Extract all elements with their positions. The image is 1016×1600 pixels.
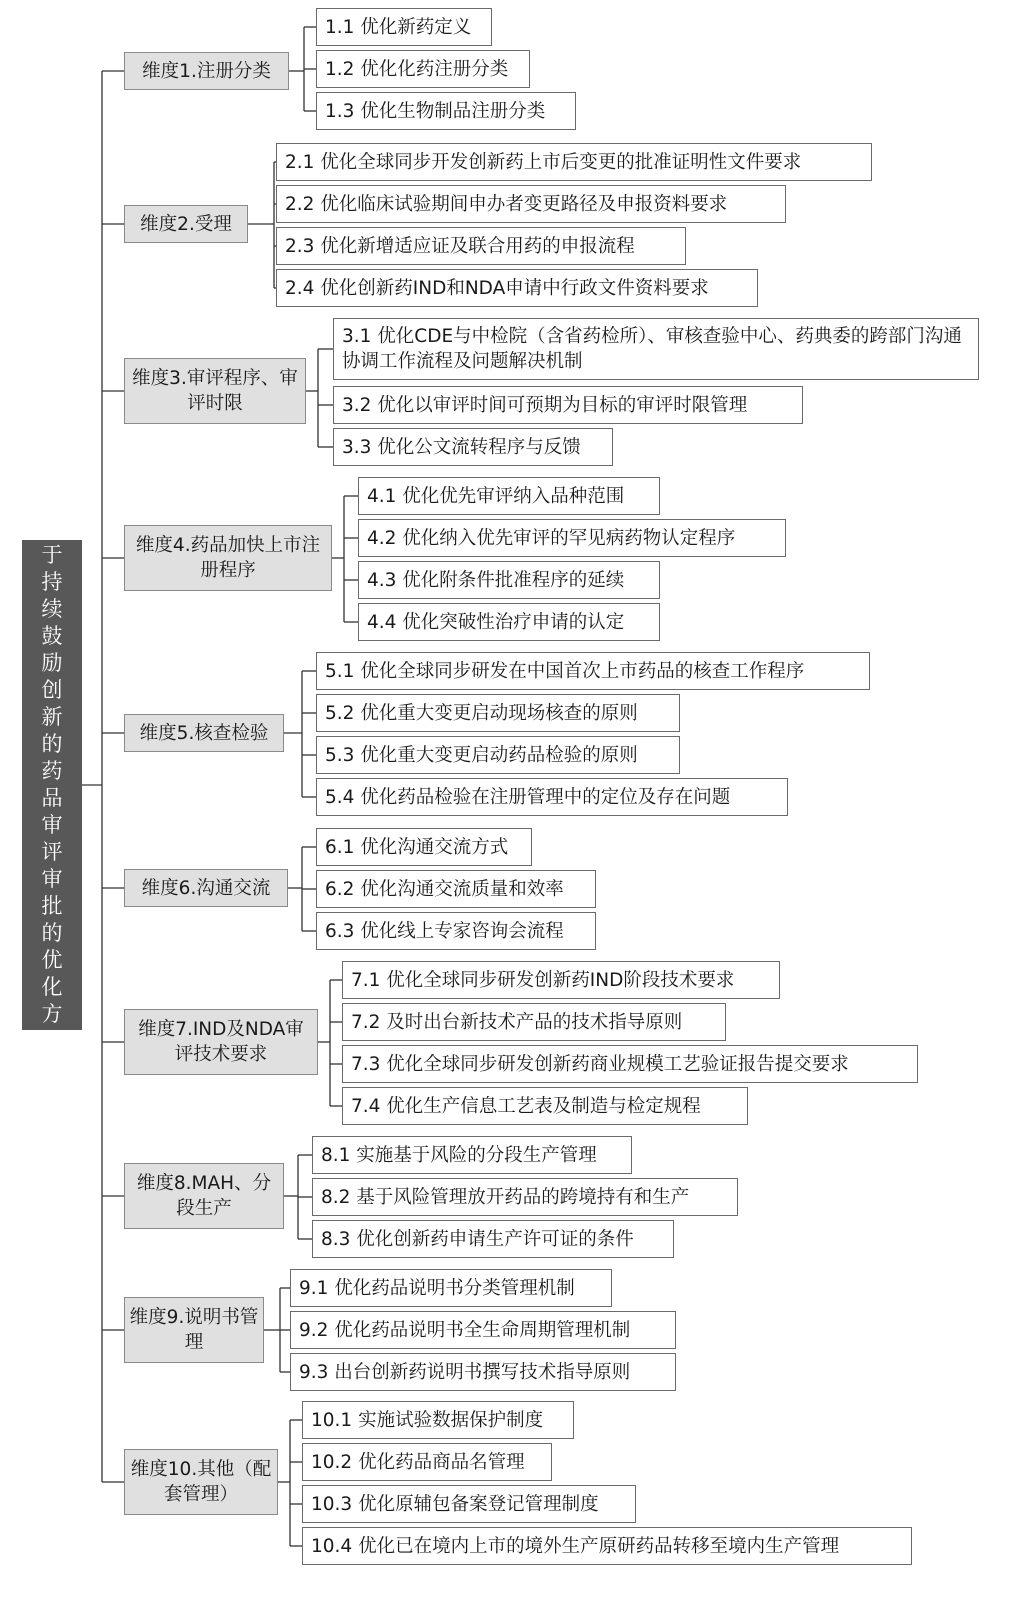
dimension-node-6 xyxy=(124,869,288,907)
leaf-item xyxy=(316,652,870,690)
leaf-item xyxy=(302,1527,912,1565)
root-label: 基于持续鼓励创新的药品审评审批的优化方向 xyxy=(41,516,63,1053)
dimension-node-3 xyxy=(124,358,306,424)
leaf-item xyxy=(302,1443,552,1481)
leaf-label: 5.4 优化药品检验在注册管理中的定位及存在问题 xyxy=(325,786,731,808)
dimension-node-5 xyxy=(124,714,284,752)
dimension-node-2 xyxy=(124,205,248,243)
leaf-label: 2.3 优化新增适应证及联合用药的申报流程 xyxy=(285,235,635,257)
leaf-label: 4.4 优化突破性治疗申请的认定 xyxy=(367,611,625,633)
dimension-node-9 xyxy=(124,1297,264,1363)
leaf-label: 3.3 优化公文流转程序与反馈 xyxy=(342,436,581,458)
dimension-label: 维度10.其他（配套管理） xyxy=(130,1459,272,1505)
leaf-label: 10.3 优化原辅包备案登记管理制度 xyxy=(311,1493,599,1515)
dimension-node-4 xyxy=(124,525,332,591)
leaf-label: 7.3 优化全球同步研发创新药商业规模工艺验证报告提交要求 xyxy=(351,1053,849,1075)
leaf-label: 6.1 优化沟通交流方式 xyxy=(325,836,509,858)
leaf-label: 9.1 优化药品说明书分类管理机制 xyxy=(299,1277,575,1299)
dimension-label: 维度6.沟通交流 xyxy=(141,877,271,899)
leaf-label: 10.1 实施试验数据保护制度 xyxy=(311,1409,544,1431)
leaf-label: 9.3 出台创新药说明书撰写技术指导原则 xyxy=(299,1361,631,1383)
leaf-label: 6.2 优化沟通交流质量和效率 xyxy=(325,878,564,900)
leaf-item xyxy=(290,1269,612,1307)
leaf-item xyxy=(358,603,660,641)
leaf-label: 5.3 优化重大变更启动药品检验的原则 xyxy=(325,744,638,766)
dimension-label: 维度2.受理 xyxy=(140,213,232,235)
leaf-label: 2.2 优化临床试验期间申办者变更路径及申报资料要求 xyxy=(285,193,728,215)
leaf-label: 8.3 优化创新药申请生产许可证的条件 xyxy=(321,1228,634,1250)
leaf-item xyxy=(342,1045,918,1083)
root-node xyxy=(22,516,82,1053)
leaf-item xyxy=(312,1220,674,1258)
leaf-label: 5.2 优化重大变更启动现场核查的原则 xyxy=(325,702,638,724)
dimension-label: 维度3.审评程序、审评时限 xyxy=(132,368,298,414)
leaf-label: 10.4 优化已在境内上市的境外生产原研药品转移至境内生产管理 xyxy=(311,1535,840,1557)
leaf-item xyxy=(276,143,872,181)
leaf-item xyxy=(316,92,576,130)
leaf-item xyxy=(358,519,786,557)
leaf-item xyxy=(342,1003,726,1041)
dimension-node-10 xyxy=(124,1449,278,1515)
dimension-node-1 xyxy=(124,52,289,90)
dimension-label: 维度7.IND及NDA审评技术要求 xyxy=(138,1019,304,1065)
dimension-label: 维度9.说明书管理 xyxy=(129,1307,259,1353)
leaf-item xyxy=(316,8,492,46)
dimension-label: 维度1.注册分类 xyxy=(142,60,271,82)
leaf-label: 4.2 优化纳入优先审评的罕见病药物认定程序 xyxy=(367,527,736,549)
leaf-item xyxy=(358,561,660,599)
dimension-node-8 xyxy=(124,1163,284,1229)
leaf-label: 6.3 优化线上专家咨询会流程 xyxy=(325,920,564,942)
leaf-item xyxy=(290,1311,676,1349)
leaf-label: 7.4 优化生产信息工艺表及制造与检定规程 xyxy=(351,1095,701,1117)
leaf-item xyxy=(333,428,613,466)
leaf-label: 8.2 基于风险管理放开药品的跨境持有和生产 xyxy=(321,1186,690,1208)
leaf-item xyxy=(276,227,686,265)
leaf-label: 1.3 优化生物制品注册分类 xyxy=(325,100,546,122)
leaf-label: 8.1 实施基于风险的分段生产管理 xyxy=(321,1144,597,1166)
leaf-label: 3.2 优化以审评时间可预期为目标的审评时限管理 xyxy=(342,394,748,416)
leaf-label: 9.2 优化药品说明书全生命周期管理机制 xyxy=(299,1319,631,1341)
dimension-node-7 xyxy=(124,1009,318,1075)
leaf-item xyxy=(290,1353,676,1391)
leaf-item xyxy=(316,912,596,950)
leaf-item xyxy=(316,694,680,732)
leaf-label: 7.1 优化全球同步研发创新药IND阶段技术要求 xyxy=(351,969,735,991)
leaf-item xyxy=(312,1178,738,1216)
leaf-item xyxy=(276,269,758,307)
leaf-item xyxy=(342,1087,748,1125)
leaf-label: 2.1 优化全球同步开发创新药上市后变更的批准证明性文件要求 xyxy=(285,151,802,173)
dimension-label: 维度5.核查检验 xyxy=(139,722,269,744)
leaf-label: 4.3 优化附条件批准程序的延续 xyxy=(367,569,625,591)
leaf-item xyxy=(316,736,680,774)
leaf-label: 2.4 优化创新药IND和NDA申请中行政文件资料要求 xyxy=(285,277,709,299)
leaf-item xyxy=(316,828,532,866)
leaf-label: 10.2 优化药品商品名管理 xyxy=(311,1451,525,1473)
leaf-item xyxy=(302,1485,636,1523)
leaf-item xyxy=(333,386,803,424)
leaf-label: 5.1 优化全球同步研发在中国首次上市药品的核查工作程序 xyxy=(325,660,805,682)
leaf-item xyxy=(316,50,530,88)
leaf-item xyxy=(302,1401,574,1439)
leaf-label: 1.1 优化新药定义 xyxy=(325,16,472,38)
leaf-label: 7.2 及时出台新技术产品的技术指导原则 xyxy=(351,1011,683,1033)
leaf-item xyxy=(333,318,979,380)
leaf-item xyxy=(316,870,596,908)
dimension-label: 维度4.药品加快上市注册程序 xyxy=(135,535,321,581)
dimension-label: 维度8.MAH、分段生产 xyxy=(136,1173,272,1219)
leaf-label: 4.1 优化优先审评纳入品种范围 xyxy=(367,485,625,507)
leaf-item xyxy=(358,477,660,515)
leaf-item xyxy=(276,185,786,223)
leaf-item xyxy=(312,1136,632,1174)
leaf-label: 1.2 优化化药注册分类 xyxy=(325,58,509,80)
leaf-item xyxy=(342,961,780,999)
leaf-label: 3.1 优化CDE与中检院（含省药检所）、审核查验中心、药典委的跨部门沟通协调工作流程及问题解决机制 xyxy=(342,326,962,372)
leaf-item xyxy=(316,778,788,816)
